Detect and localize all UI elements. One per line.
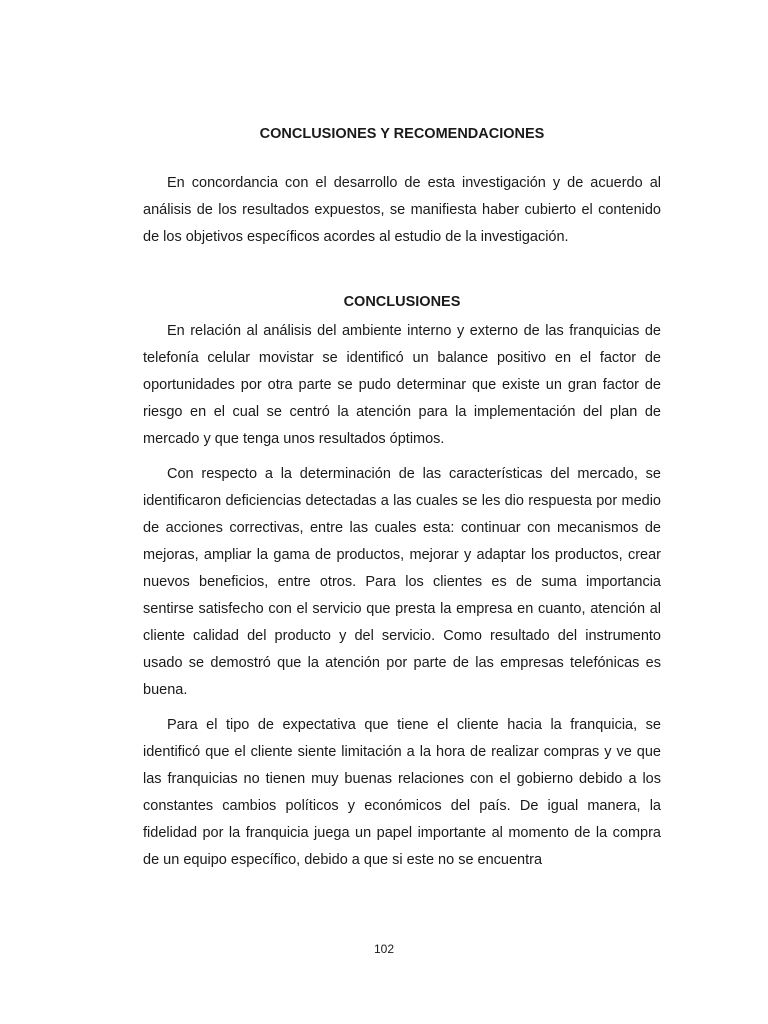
paragraph-3: Para el tipo de expectativa que tiene el cliente hacia la franquicia, se identificó que el cliente siente limitación a la hora de realizar compras y ve que las franquicias no tienen muy buenas relaciones con el gobierno debido a los constantes cambios políticos y económicos del país. De igual manera, la fidelidad por la franquicia juega un papel importante al momento de la compra de un equipo específico, debido a que si este no se encuentra [143, 717, 661, 868]
section-heading: CONCLUSIONES [343, 294, 461, 310]
paragraph-1: En relación al análisis del ambiente interno y externo de las franquicias de telefonía celular movistar se identificó un balance positivo en el factor de oportunidades por otra parte se pudo determinar que existe un gran factor de riesgo en el cual se centró la atención para la implementación del plan de mercado y que tenga unos resultados óptimos. [143, 323, 661, 447]
page-title: CONCLUSIONES Y RECOMENDACIONES [259, 126, 545, 142]
page-number: 102 [373, 942, 395, 956]
intro-paragraph: En concordancia con el desarrollo de esta investigación y de acuerdo al análisis de los resultados expuestos, se manifiesta haber cubierto el contenido de los objetivos específicos acordes al estudio de la investigación. [143, 175, 661, 245]
paragraph-2: Con respecto a la determinación de las características del mercado, se identificaron deficiencias detectadas a las cuales se les dio respuesta por medio de acciones correctivas, entre las cuales esta: continuar con mecanismos de mejoras, ampliar la gama de productos, mejorar y adaptar los productos, crear nuevos beneficios, entre otros. Para los clientes es de suma importancia sentirse satisfecho con el servicio que presta la empresa en cuanto, atención al cliente calidad del producto y del servicio. Como resultado del instrumento usado se demostró que la atención por parte de las empresas telefónicas es buena. [143, 466, 661, 698]
